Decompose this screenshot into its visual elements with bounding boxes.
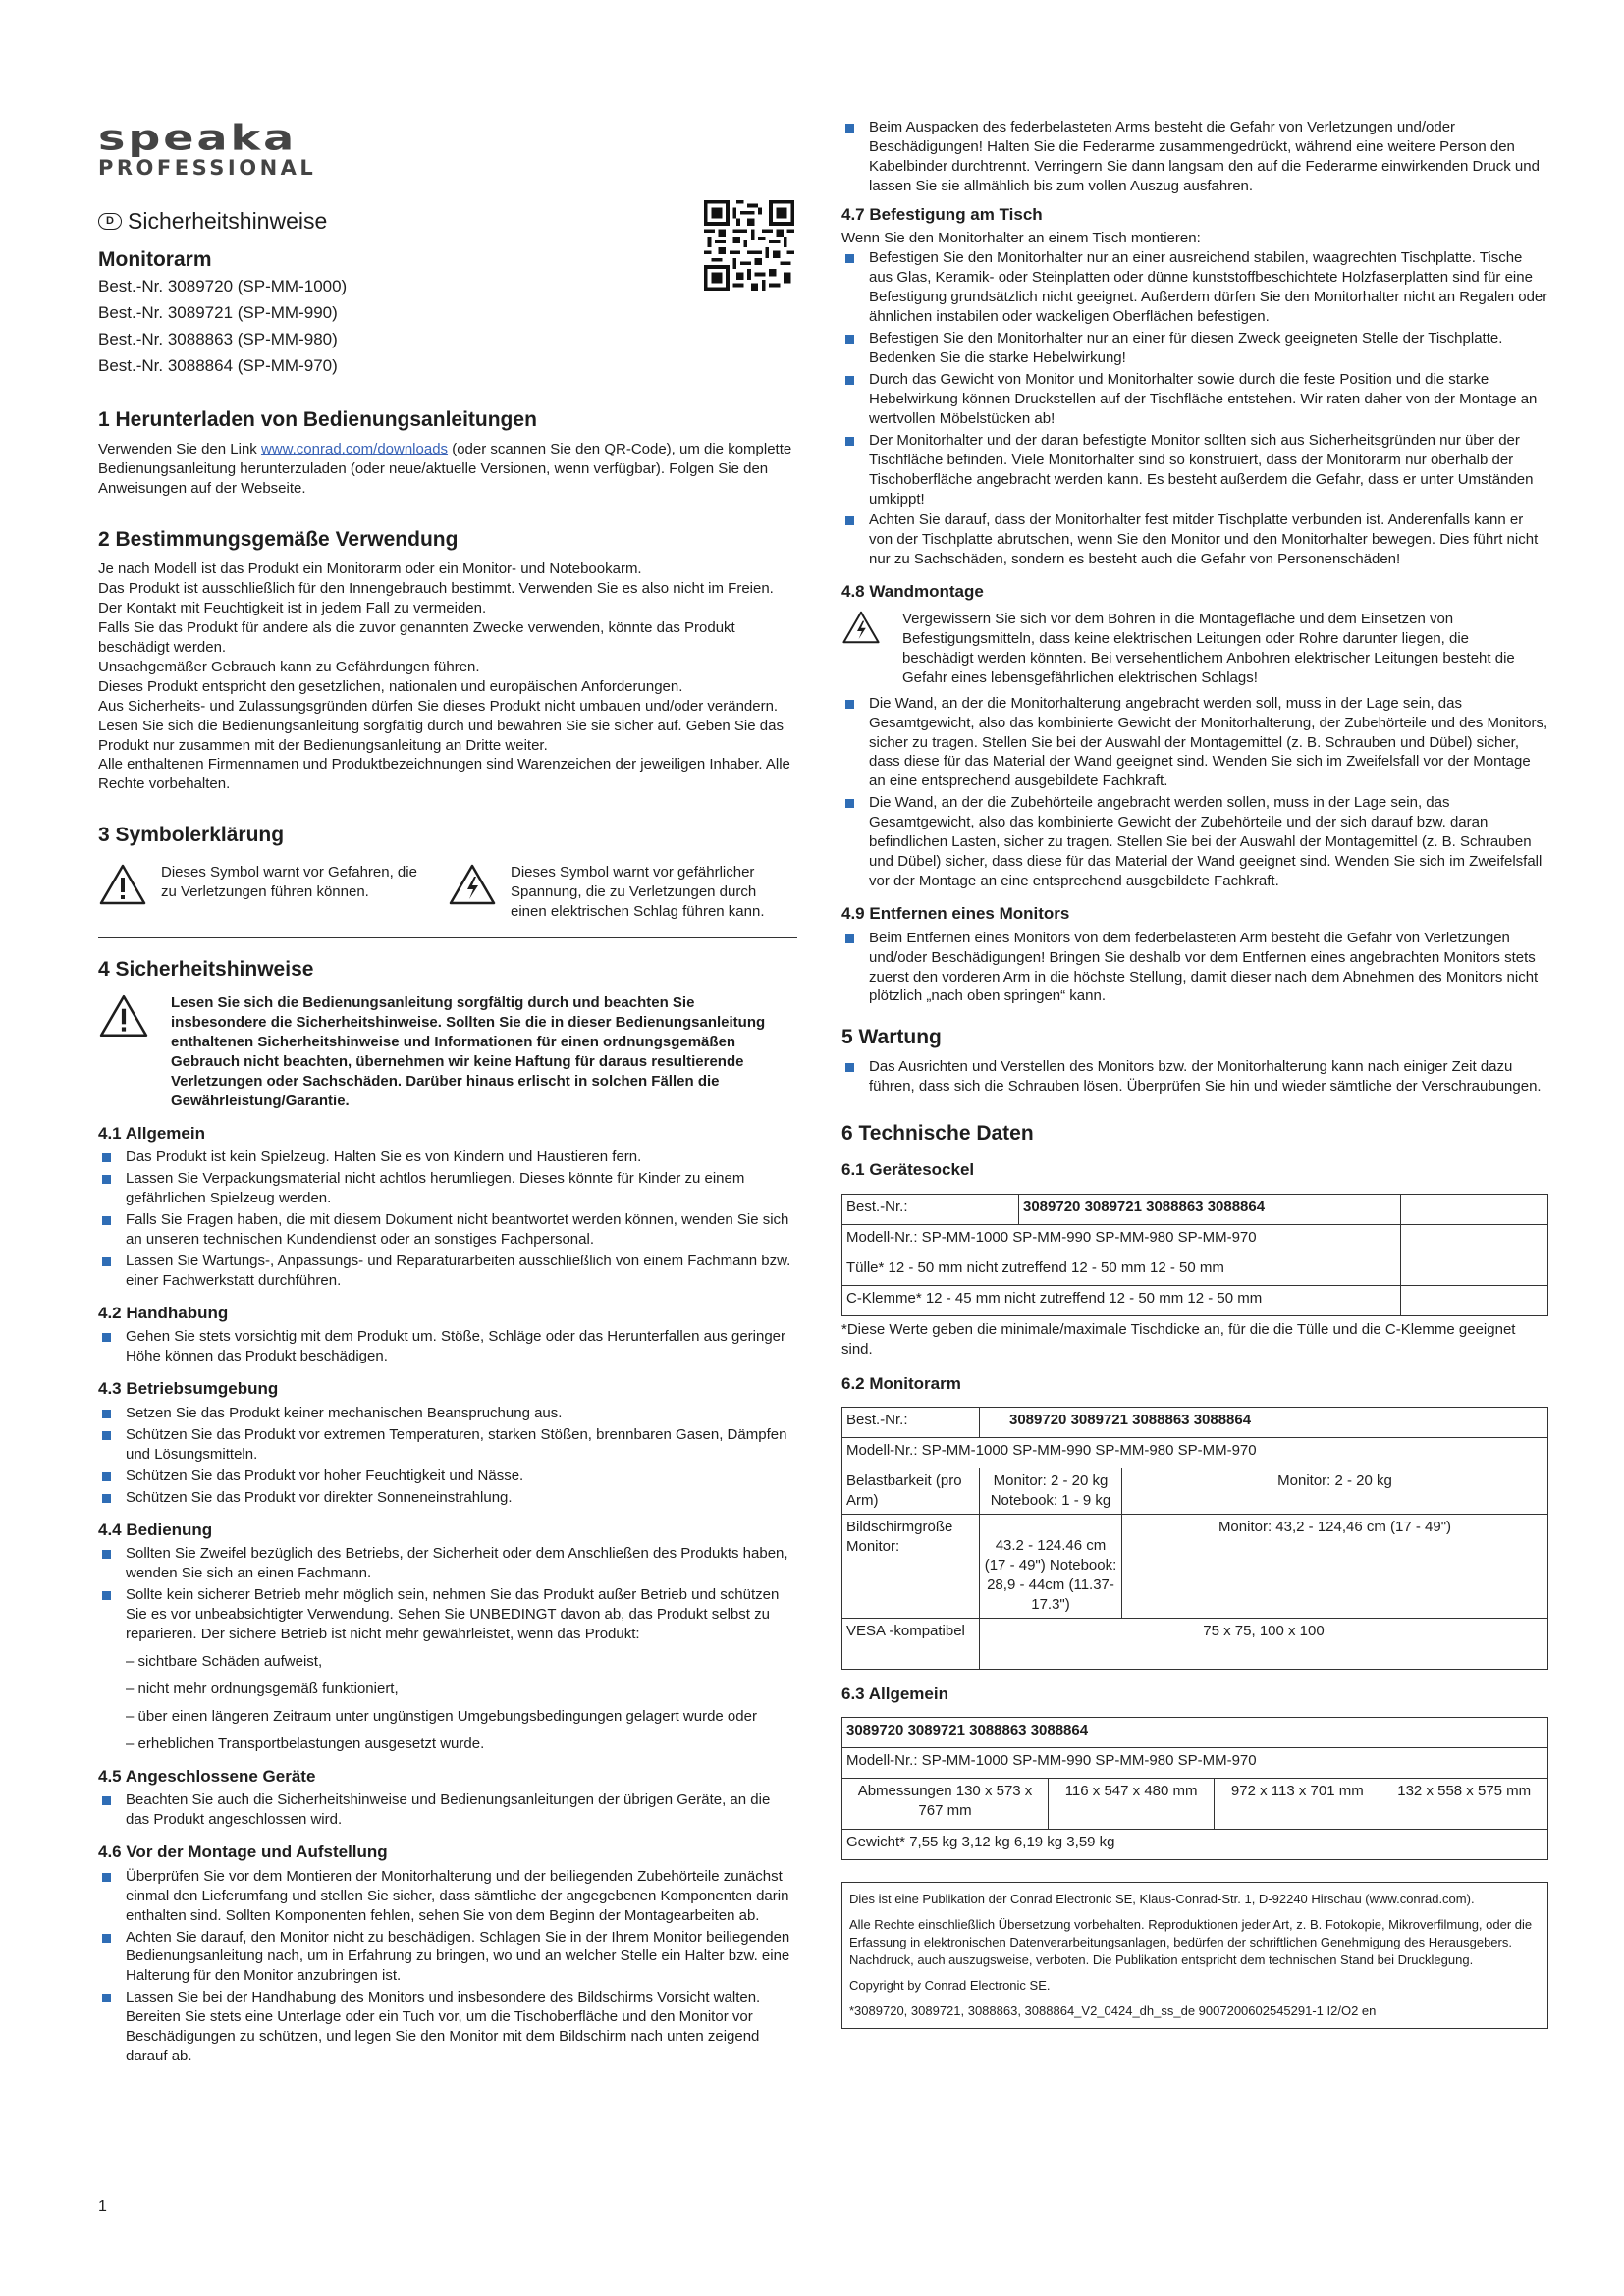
table-row: [842, 1748, 1548, 1779]
symbol-description: Dieses Symbol warnt vor gefährlicher Spannung, die zu Verletzungen durch einen elektrischen Schlag führen kann.: [511, 864, 765, 921]
heading-handling: 4.2 Handhabung: [98, 1303, 229, 1322]
heading-device-base: 6.1 Gerätesockel: [841, 1160, 975, 1180]
brand-logo-subline: PROFESSIONAL: [98, 156, 317, 180]
list-environment: [98, 1404, 797, 1508]
list-item: Beim Entfernen eines Monitors von dem federbelasteten Arm besteht die Gefahr von Verletzungen und/oder Beschädigungen! Bringen Sie deshalb vor dem Entfernen eines angebrachten Monitors stets zuerst den vorderen Arm in die höchste Stellung, damit dieser nach dem Abnehmen des Monitors nicht plötzlich „nach oben springen“ kann.: [841, 929, 1548, 1007]
list-item: Achten Sie darauf, dass der Monitorhalter fest mitder Tischplatte verbunden ist. Anderenfalls kann er von der Tischplatte abrutschen, wenn Sie den Monitor und den Monitorhalter bewegen. Dies führt nicht nur zu Sachschäden, sondern es besteht auch die Gefahr von Personenschäden!: [841, 510, 1548, 569]
article-number: Best.-Nr. 3088863 (SP-MM-980): [98, 330, 338, 349]
warning-triangle-icon: [98, 993, 149, 1039]
paragraph: Aus Sicherheits- und Zulassungsgründen dürfen Sie dieses Produkt nicht umbauen und/oder verändern.: [98, 697, 779, 715]
heading-remove-monitor: 4.9 Entfernen eines Monitors: [841, 904, 1070, 924]
symbol-item: [98, 863, 448, 906]
table-cell: Modell-Nr.: SP-MM-1000 SP-MM-990 SP-MM-980 SP-MM-970: [842, 1438, 1548, 1468]
table-cell: 132 x 558 x 575 mm: [1380, 1779, 1548, 1830]
table-cell: 75 x 75, 100 x 100: [980, 1618, 1548, 1669]
table-row: [842, 1224, 1548, 1255]
table-cell: Modell-Nr.: SP-MM-1000 SP-MM-990 SP-MM-980 SP-MM-970: [842, 1748, 1548, 1779]
list-general: [98, 1148, 797, 1291]
table-cell: C-Klemme* 12 - 45 mm nicht zutreffend 12 - 50 mm 12 - 50 mm: [842, 1285, 1401, 1315]
section-header: [98, 206, 797, 237]
list-item: Sollte kein sicherer Betrieb mehr möglich sein, nehmen Sie das Produkt außer Betrieb und schützen Sie es vor unbeabsichtigter Verwendung. Sehen Sie UNBEDINGT davon ab, das Produkt selbst zu reparieren. Der sichere Betrieb ist nicht mehr gewährleistet, wenn das Produkt:: [98, 1585, 797, 1644]
list-before-mounting: [98, 1867, 797, 2066]
warning-text: Vergewissern Sie sich vor dem Bohren in die Montagefläche und dem Einsetzen von Befestigungsmitteln, dass keine elektrischen Leitungen oder Rohre darunter liegen, die beschädigt werden könnten. Bei versehentlichem Anbohren elektrischer Leitungen besteht die Gefahr eines lebensgefährlichen elektrischen Schlags!: [902, 610, 1515, 686]
heading-tech-data: 6 Technische Daten: [841, 1122, 1034, 1146]
list-item: Der Monitorhalter und der daran befestigte Monitor sollten sich aus Sicherheitsgründen nur über der Tischfläche befinden. Viele Monitorhalter sind so konstruiert, dass der Monitorarm nur oberhalb der Tischoberfläche angebracht werden kann. Es besteht außerdem die Gefahr, dass er unter Umständen umkippt!: [841, 431, 1548, 509]
table-row: [842, 1515, 1548, 1619]
list-item: Befestigen Sie den Monitorhalter nur an einer ausreichend stabilen, waagrechten Tischplatte. Tische aus Glas, Keramik- oder Steinplatten oder dünne kunststoffbeschichtete Holzfaserplatten sind für eine Befestigung grundsätzlich nicht geeignet. Außerdem dürfen Sie den Monitorhalter nicht an Regalen oder ähnlichen instabilen oder wackeligen Oberflächen befestigen.: [841, 248, 1548, 327]
table-cell: Best.-Nr.:: [842, 1408, 980, 1438]
text: Verwenden Sie den Link: [98, 441, 261, 458]
qr-code-icon: [704, 200, 794, 291]
list-item: Beachten Sie auch die Sicherheitshinweise und Bedienungsanleitungen der übrigen Geräte, an die das Produkt angeschlossen wird.: [98, 1790, 797, 1830]
table-row: [842, 1830, 1548, 1860]
dash-item: – nicht mehr ordnungsgemäß funktioniert,: [126, 1680, 399, 1697]
list-item: Falls Sie Fragen haben, die mit diesem Dokument nicht beantwortet werden können, wenden Sie sich an unseren technischen Kundendienst oder an sonstiges Fachpersonal.: [98, 1210, 797, 1250]
list-wall-mount: [841, 694, 1548, 891]
table-cell: Gewicht* 7,55 kg 3,12 kg 6,19 kg 3,59 kg: [842, 1830, 1548, 1860]
list-remove-monitor: [841, 929, 1548, 1007]
symbol-item: [448, 863, 797, 922]
heading-monitor-arm: 6.2 Monitorarm: [841, 1373, 961, 1393]
table-note: *Diese Werte geben die minimale/maximale Tischdicke an, für die die Tülle und die C-Klemme geeignet sind.: [841, 1320, 1516, 1358]
list-maintenance: [841, 1057, 1548, 1096]
publication-footer: [841, 1882, 1548, 2029]
downloads-link[interactable]: www.conrad.com/downloads: [260, 441, 449, 458]
table-cell: Tülle* 12 - 50 mm nicht zutreffend 12 - 50 mm 12 - 50 mm: [842, 1255, 1401, 1285]
paragraph: Der Kontakt mit Feuchtigkeit ist in jedem Fall zu vermeiden.: [98, 599, 487, 616]
dash-item: – über einen längeren Zeitraum unter ungünstigen Umgebungsbedingungen gelagert wurde oder: [126, 1707, 757, 1725]
heading-connected-devices: 4.5 Angeschlossene Geräte: [98, 1766, 316, 1786]
heading-downloads: 1 Herunterladen von Bedienungsanleitungen: [98, 408, 537, 432]
table-cell: Monitor: 2 - 20 kg Notebook: 1 - 9 kg: [980, 1468, 1122, 1515]
heading-symbols: 3 Symbolerklärung: [98, 824, 285, 847]
list-item: Das Ausrichten und Verstellen des Monitors bzw. der Monitorhalterung kann nach einiger Zeit dazu führen, dass sich die Schrauben lösen. Überprüfen Sie hin und wieder sämtliche der Verschraubungen.: [841, 1057, 1548, 1096]
dash-item: – erheblichen Transportbelastungen ausgesetzt wurde.: [126, 1735, 485, 1752]
table-cell: 116 x 547 x 480 mm: [1049, 1779, 1215, 1830]
table-cell: 3089720 3089721 3088863 3088864: [980, 1408, 1548, 1438]
paragraph: Falls Sie das Produkt für andere als die zuvor genannten Zwecke verwenden, könnte das Produkt beschädigt werden.: [98, 618, 735, 656]
downloads-paragraph: [98, 440, 797, 499]
paragraph: Unsachgemäßer Gebrauch kann zu Gefährdungen führen.: [98, 658, 480, 675]
table-cell: [1401, 1285, 1548, 1315]
table-cell: [1401, 1255, 1548, 1285]
table-row: [842, 1468, 1548, 1515]
list-item: Schützen Sie das Produkt vor hoher Feuchtigkeit und Nässe.: [98, 1467, 797, 1486]
paragraph: Lesen Sie sich die Bedienungsanleitung sorgfältig durch und bewahren Sie sie sicher auf. Geben Sie das Produkt nur zusammen mit der Bedienungsanleitung an Dritte weiter.: [98, 717, 784, 754]
list-handling: [98, 1327, 797, 1366]
list-item: Setzen Sie das Produkt keiner mechanischen Beanspruchung aus.: [98, 1404, 797, 1423]
footer-text: Alle Rechte einschließlich Übersetzung vorbehalten. Reproduktionen jeder Art, z. B. Fotokopie, Mikroverfilmung, oder die Erfassung in elektronischen Datenverarbeitungsanlagen, bedürfen der schriftlichen Genehmigung des Herausgebers. Nachdruck, auch auszugsweise, verboten. Die Publikation entspricht dem technischen Stand bei Drucklegung.: [849, 1917, 1533, 1968]
heading-general: 4.1 Allgemein: [98, 1123, 205, 1143]
table-row: [842, 1718, 1548, 1748]
right-column: [841, 118, 1548, 2029]
language-badge-icon: D: [98, 213, 122, 230]
high-voltage-icon: [841, 610, 881, 645]
list-item: Das Produkt ist kein Spielzeug. Halten Sie es von Kindern und Haustieren fern.: [98, 1148, 797, 1167]
list-item: Achten Sie darauf, den Monitor nicht zu beschädigen. Schlagen Sie in der Ihrem Monitor beiliegenden Bedienungsanleitung nach, um in Erfahrung zu bringen, wo und an welcher Stelle ein Halter bzw. eine Halterung für den Monitor anzubringen ist.: [98, 1928, 797, 1987]
list-operation: [98, 1544, 797, 1644]
heading-safety: 4 Sicherheitshinweise: [98, 958, 314, 982]
heading-environment: 4.3 Betriebsumgebung: [98, 1379, 279, 1399]
list-item: Lassen Sie bei der Handhabung des Monitors und insbesondere des Bildschirms Vorsicht walten. Bereiten Sie stets eine Unterlage oder ein Tuch vor, um die Tischoberfläche und den Monitor vor Beschädigungen zu schützen, und legen Sie den Monitor mit dem Bildschirm nach unten zeigend darauf ab.: [98, 1988, 797, 2066]
table-row: [842, 1194, 1548, 1224]
list-item: Lassen Sie Verpackungsmaterial nicht achtlos herumliegen. Dieses könnte für Kinder zu einem gefährlichen Spielzeug werden.: [98, 1169, 797, 1208]
table-row: [842, 1438, 1548, 1468]
dash-item: – sichtbare Schäden aufweist,: [126, 1652, 323, 1670]
article-number: Best.-Nr. 3088864 (SP-MM-970): [98, 356, 338, 376]
table-cell: [1401, 1194, 1548, 1224]
high-voltage-icon: [448, 863, 497, 906]
table-cell: Modell-Nr.: SP-MM-1000 SP-MM-990 SP-MM-980 SP-MM-970: [842, 1224, 1401, 1255]
table-cell: [1401, 1224, 1548, 1255]
document-type: Sicherheitshinweise: [128, 207, 328, 234]
paragraph: Wenn Sie den Monitorhalter an einem Tisch montieren:: [841, 230, 1201, 247]
table-cell: 972 x 113 x 701 mm: [1215, 1779, 1380, 1830]
product-title: Monitorarm: [98, 247, 212, 271]
list-item: Schützen Sie das Produkt vor direkter Sonneneinstrahlung.: [98, 1488, 797, 1508]
heading-wall-mount: 4.8 Wandmontage: [841, 582, 984, 602]
table-cell: Abmessungen 130 x 573 x 767 mm: [842, 1779, 1049, 1830]
table-cell: Bildschirmgröße Monitor:: [842, 1515, 980, 1619]
text: (oder scannen Sie den QR-Code), um die komplette Bedienungsanleitung herunterzuladen (oder neue/aktuelle Versionen, wenn verfügbar). Folgen Sie den Anweisungen auf der Webseite.: [98, 441, 792, 498]
safety-warning: [98, 993, 797, 1111]
heading-intended-use: 2 Bestimmungsgemäße Verwendung: [98, 528, 459, 552]
wall-warning: [841, 610, 1548, 688]
table-cell: Monitor: 43,2 - 124,46 cm (17 - 49"): [1122, 1515, 1548, 1619]
table-row: [842, 1408, 1548, 1438]
table-cell: 3089720 3089721 3088863 3088864: [1019, 1194, 1401, 1224]
table-cell: 43.2 - 124.46 cm (17 - 49") Notebook: 28,9 - 44cm (11.37-17.3"): [980, 1515, 1122, 1619]
symbol-description: Dieses Symbol warnt vor Gefahren, die zu Verletzungen führen können.: [161, 864, 417, 901]
table-row: [842, 1618, 1548, 1669]
list-item: Lassen Sie Wartungs-, Anpassungs- und Reparaturarbeiten ausschließlich von einem Fachmann bzw. einer Fachwerkstatt durchführen.: [98, 1252, 797, 1291]
list-item: Befestigen Sie den Monitorhalter nur an einer für diesen Zweck geeigneten Stelle der Tischplatte. Bedenken Sie die starke Hebelwirkung!: [841, 329, 1548, 368]
brand-logo: speaka: [98, 116, 298, 158]
table-row: [842, 1779, 1548, 1830]
table-cell: 3089720 3089721 3088863 3088864: [842, 1718, 1548, 1748]
footer-text: *3089720, 3089721, 3088863, 3088864_V2_0424_dh_ss_de 9007200602545291-1 I2/O2 en: [849, 2003, 1377, 2019]
paragraph: Das Produkt ist ausschließlich für den Innengebrauch bestimmt. Verwenden Sie es also nicht im Freien.: [98, 580, 774, 598]
list-item: Beim Auspacken des federbelasteten Arms besteht die Gefahr von Verletzungen und/oder Beschädigungen! Halten Sie die Federarme zusammengedrückt, während eine weitere Person den Kabelbinder durchtrennt. Verringern Sie dann langsam den auf die Federarme einwirkenden Druck und lassen Sie sie allmählich bis zum vollen Auszug ausfahren.: [841, 118, 1548, 196]
list-item: Schützen Sie das Produkt vor extremen Temperaturen, starken Stößen, brennbaren Gasen, Dämpfen und Lösungsmitteln.: [98, 1425, 797, 1465]
footer-text: Copyright by Conrad Electronic SE.: [849, 1978, 1051, 1994]
list-table-mount: [841, 248, 1548, 569]
list-item: Sollten Sie Zweifel bezüglich des Betriebs, der Sicherheit oder dem Anschließen des Produkts haben, wenden Sie sich an einen Fachmann.: [98, 1544, 797, 1583]
table-cell: Best.-Nr.:: [842, 1194, 1019, 1224]
table-cell: VESA -kompatibel: [842, 1618, 980, 1669]
paragraph: Alle enthaltenen Firmennamen und Produktbezeichnungen sind Warenzeichen der jeweiligen Inhaber. Alle Rechte vorbehalten.: [98, 756, 790, 793]
table-general: [841, 1717, 1548, 1860]
warning-triangle-icon: [98, 863, 147, 906]
list-item: Überprüfen Sie vor dem Montieren der Monitorhalterung und der beiliegenden Zubehörteile zunächst einmal den Lieferumfang und stellen Sie sicher, dass sämtliche der angegebenen Komponenten darin enthalten sind. Sollten Komponenten fehlen, sehen Sie von dem Beginn der Montagearbeiten ab.: [98, 1867, 797, 1926]
heading-table-mount: 4.7 Befestigung am Tisch: [841, 204, 1043, 224]
table-cell: Monitor: 2 - 20 kg: [1122, 1468, 1548, 1515]
table-row: [842, 1285, 1548, 1315]
list-before-mounting-cont: [841, 118, 1548, 196]
list-connected-devices: [98, 1790, 797, 1830]
heading-general-data: 6.3 Allgemein: [841, 1683, 948, 1703]
symbol-legend: [98, 863, 797, 938]
left-column: [98, 116, 797, 2068]
heading-maintenance: 5 Wartung: [841, 1026, 942, 1049]
list-item: Die Wand, an der die Zubehörteile angebracht werden sollen, muss in der Lage sein, das Gesamtgewicht, also das kombinierte Gewicht der Zubehörteile und der sich darauf bzw. daran befindlichen Lasten, sicher zu tragen. Stellen Sie bei der Auswahl der Montagemittel (z. B. Schrauben und Dübel) sicher, dass diese für das Material der Wand geeignet sind. Wenden Sie sich im Zweifelsfall vor der Montage an eine entsprechend ausgebildete Fachkraft.: [841, 793, 1548, 891]
footer-text: Dies ist eine Publikation der Conrad Electronic SE, Klaus-Conrad-Str. 1, D-92240 Hirschau (www.conrad.com).: [849, 1892, 1475, 1907]
list-item: Durch das Gewicht von Monitor und Monitorhalter sowie durch die feste Position und die starke Hebelwirkung können Druckstellen auf der Tischfläche entstehen. Wir raten daher von der Montage an wertvollen Möbelstücken ab!: [841, 370, 1548, 429]
list-item: Gehen Sie stets vorsichtig mit dem Produkt um. Stöße, Schläge oder das Herunterfallen aus geringer Höhe können das Produkt beschädigen.: [98, 1327, 797, 1366]
heading-before-mounting: 4.6 Vor der Montage und Aufstellung: [98, 1842, 388, 1862]
list-item: Die Wand, an der die Monitorhalterung angebracht werden soll, muss in der Lage sein, das Gesamtgewicht, also das kombinierte Gewicht der Monitorhalterung, der Zubehörteile und des Monitors, sicher zu tragen. Stellen Sie bei der Auswahl der Montagemittel (z. B. Schrauben und Dübel) sicher, dass diese für das Material der Wand geeignet sind. Wenden Sie sich im Zweifelsfall vor der Montage an eine entsprechend ausgebildete Fachkraft.: [841, 694, 1548, 792]
table-device-base: [841, 1194, 1548, 1316]
table-monitor-arm: [841, 1407, 1548, 1670]
page-number: 1: [98, 2198, 107, 2215]
article-number: Best.-Nr. 3089720 (SP-MM-1000): [98, 277, 348, 296]
table-cell: Belastbarkeit (pro Arm): [842, 1468, 980, 1515]
heading-operation: 4.4 Bedienung: [98, 1520, 213, 1539]
article-number: Best.-Nr. 3089721 (SP-MM-990): [98, 303, 338, 323]
warning-text: Lesen Sie sich die Bedienungsanleitung sorgfältig durch und beachten Sie insbesondere die Sicherheitshinweise. Sollten Sie die in dieser Bedienungsanleitung enthaltenen Sicherheitshinweise und Informationen für einen ordnungsgemäßen Gebrauch nicht beachten, übernehmen wir keine Haftung für daraus resultierende Verletzungen oder Sachschäden. Darüber hinaus erlischt in solchen Fällen die Gewährleistung/Garantie.: [171, 993, 766, 1109]
paragraph: Dieses Produkt entspricht den gesetzlichen, nationalen und europäischen Anforderungen.: [98, 677, 683, 695]
paragraph: Je nach Modell ist das Produkt ein Monitorarm oder ein Monitor- und Notebookarm.: [98, 561, 642, 578]
table-row: [842, 1255, 1548, 1285]
